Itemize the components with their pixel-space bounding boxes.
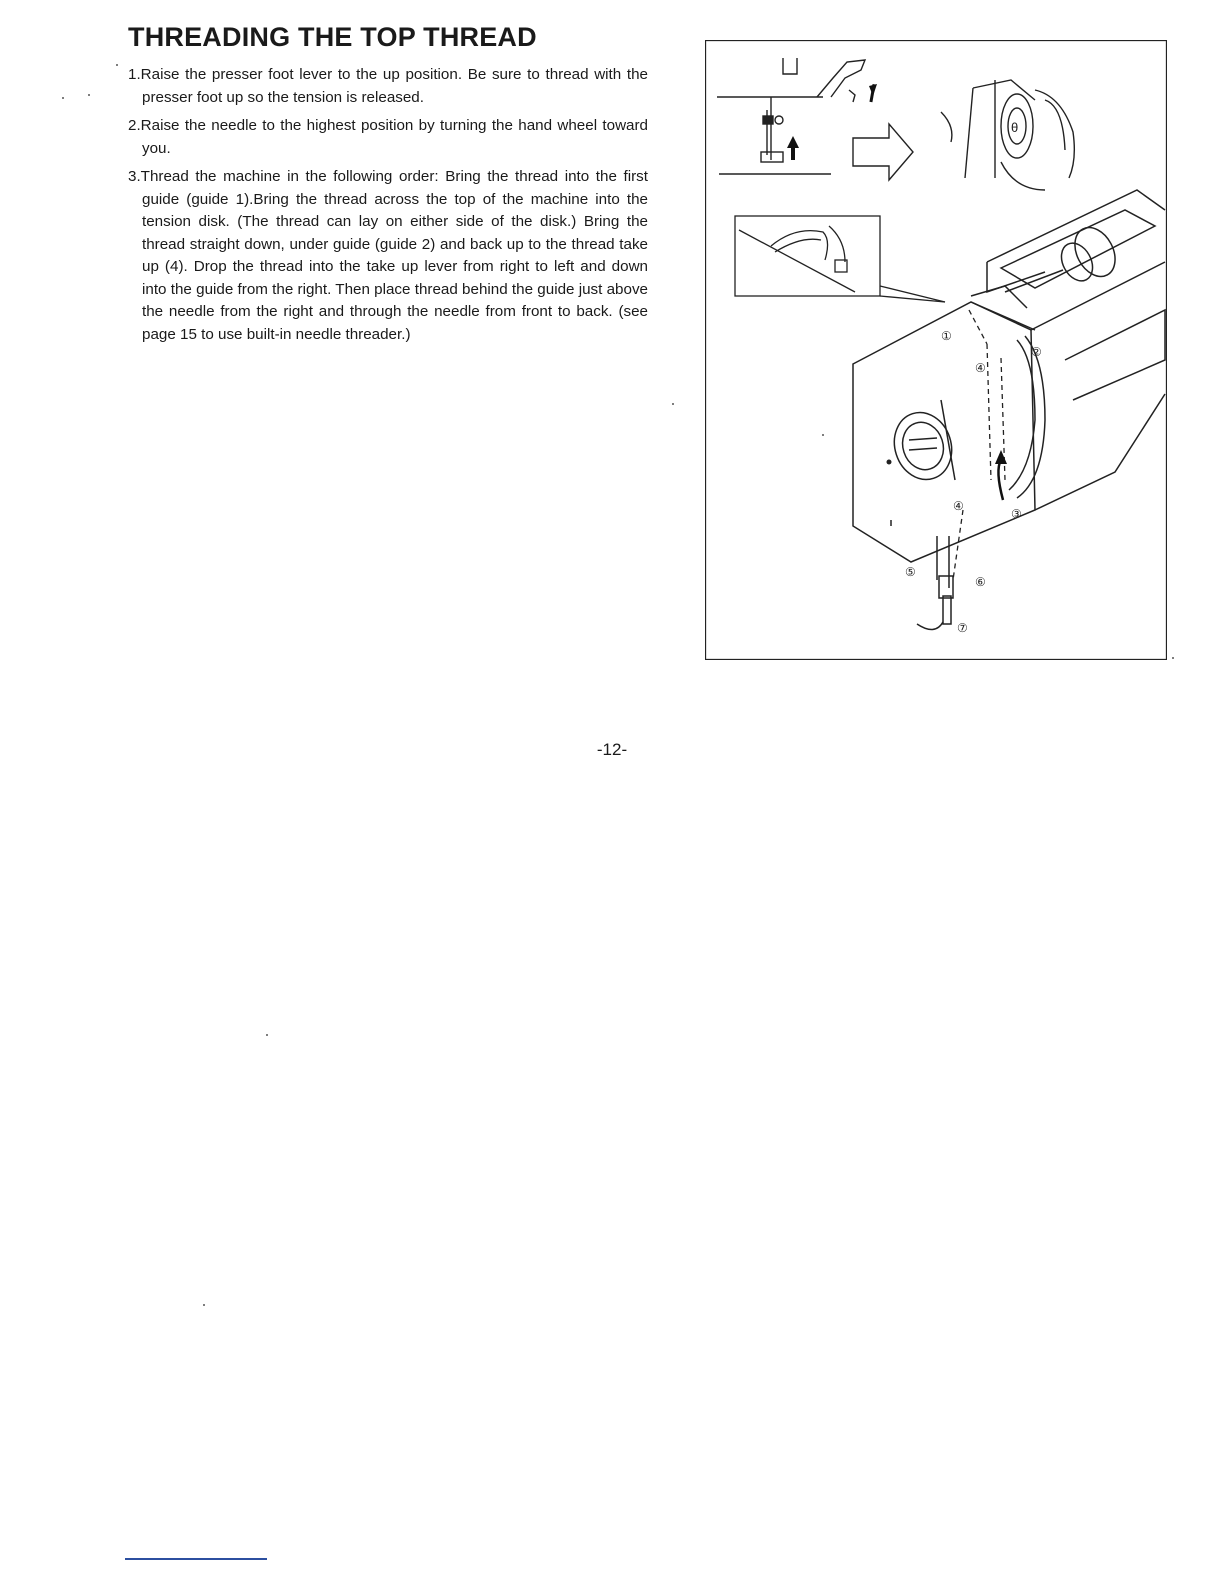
callout-6: ⑥ [975, 575, 986, 589]
threading-diagram [705, 40, 1167, 660]
scan-speck [822, 434, 824, 436]
instruction-steps [128, 64, 648, 352]
scan-speck [203, 1304, 205, 1306]
page-title: THREADING THE TOP THREAD [128, 22, 537, 52]
scan-speck [88, 94, 90, 96]
callout-4-upper: ④ [975, 361, 986, 375]
svg-text:θ: θ [1011, 120, 1019, 135]
callout-1: ① [941, 329, 952, 343]
scan-speck [116, 64, 118, 66]
callout-2: ② [1031, 345, 1042, 359]
callout-3: ③ [1011, 507, 1022, 521]
page-number: -12- [596, 740, 628, 759]
callout-7: ⑦ [957, 621, 968, 635]
step-2: 2.Raise the needle to the highest position by turning the hand wheel toward you. [128, 117, 648, 157]
callout-4-lower: ④ [953, 499, 964, 513]
footer-rule [125, 1558, 267, 1560]
scan-speck [672, 403, 674, 405]
scan-speck [62, 97, 64, 99]
step-1: 1.Raise the presser foot lever to the up position. Be sure to thread with the presser foot up so the tension is released. [128, 66, 648, 106]
callout-5: ⑤ [905, 565, 916, 579]
step-3: 3.Thread the machine in the following order: Bring the thread into the first guide (guide 1).Bring the thread across the top of the machine into the tension disk. (The thread can lay on either side of the disk.) Bring the thread straight down, under guide (guide 2) and back up to the thread take up (4). Drop the thread into the take up lever from right to left and down into the guide from the right. Then place thread behind the guide just above the needle from the right and through the needle from front to back. (see page 15 to use built-in needle threader.) [128, 168, 648, 343]
scan-speck [266, 1034, 268, 1036]
scan-speck [1172, 657, 1174, 659]
